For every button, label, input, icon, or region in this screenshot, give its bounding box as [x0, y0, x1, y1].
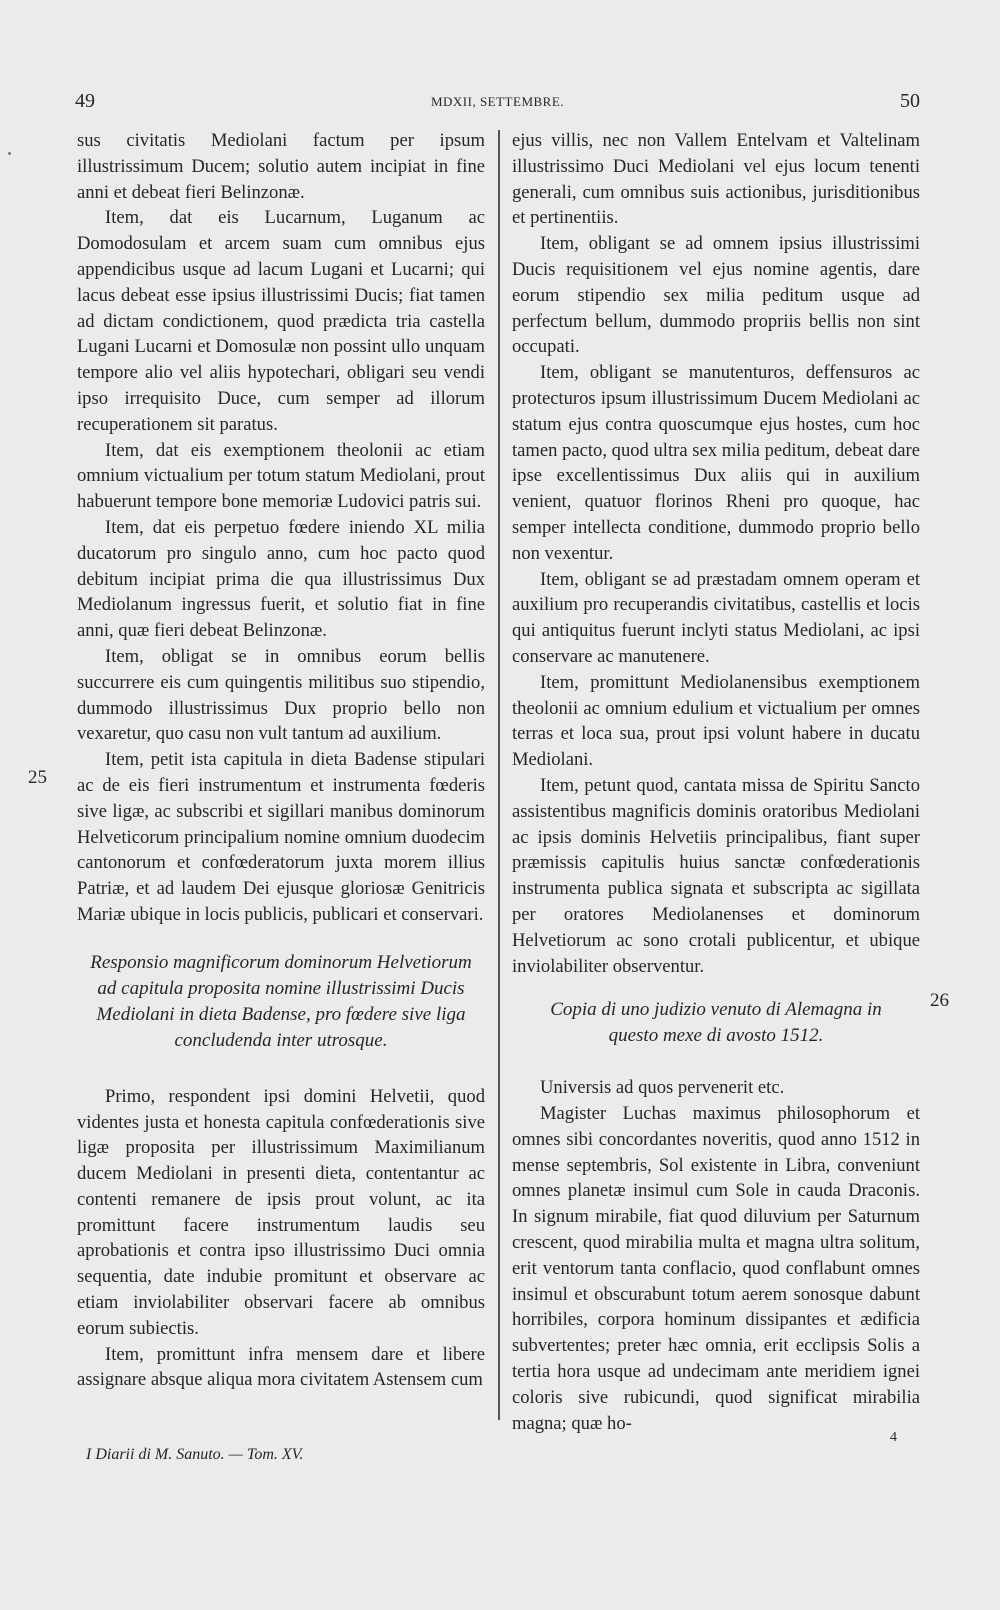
section-heading: Responsio magnificorum dominorum Helvetiorum ad capitula proposita nomine illustrissimi Ducis Mediolani in dieta Badense, pro fœdere sive liga concludenda inter utrosque.: [90, 951, 472, 1051]
paragraph: ejus villis, nec non Vallem Entelvam et Valtelinam illustrissimo Duci Mediolani vel ejus locum tenenti generali, cum omnibus suis actionibus, jurisditionibus et pertinentiis.: [512, 130, 920, 229]
paragraph: Primo, respondent ipsi domini Helvetii, quod videntes justa et honesta capitula confœderationis sive ligæ proposita per illustrissimum Maximilianum ducem Mediolani in presenti dieta, contentantur ac contenti remanere de ipsis prout volunt, ac ita promittunt facere instrumentum laudis seu aprobationis et contra ipso illustrissimo Duci omnia sequentia, date indubie promitunt et observare ac etiam inviolabiliter observari facere ab omnibus eorum subiectis.: [77, 1085, 485, 1339]
column-divider: [498, 130, 500, 1420]
page-number-right: 50: [900, 90, 920, 112]
paragraph: Item, obligat se in omnibus eorum bellis succurrere eis cum quingentis militibus suo stipendio, dummodo illustrissimus Dux proprio bello non vexaretur, quo casu non vult tantum ad auxilium.: [77, 645, 485, 745]
paragraph: Item, petit ista capitula in dieta Badense stipulari ac de eis fieri instrumentum et instrumenta fœderis sive ligæ, ac subscribi et sigillari manibus dominorum Helveticorum principalium nomine omnium duodecim cantonorum et confœderatorum juxta morem illius Patriæ, et ad laudem Dei ejusque gloriosæ Genitricis Mariæ ubique in locis publicis, publicari et conservari.: [77, 749, 485, 925]
paragraph: sus civitatis Mediolani factum per ipsum illustrissimum Ducem; solutio autem incipiat in fine anni et debeat fieri Belinzonæ.: [77, 130, 485, 203]
page-number-left: 49: [75, 90, 95, 112]
paragraph: Item, dat eis Lucarnum, Luganum ac Domodosulam et arcem suam cum omnibus ejus appendicibus usque ad lacum Lugani et Lucarni; qui lacus debeat esse ipsius illustrissimi Ducis; fiat tamen ad dictam condictionem, quod prædicta tria castella Lugani Lucarni et Domosulæ non possint ullo unquam tempore alio vel aliis hypotechari, obligari seu vendi ipso irrequisito Duce, cum semper ad illorum recuperationem sit paratus.: [77, 207, 485, 435]
margin-number-left: 25: [28, 767, 47, 788]
signature-mark: 4: [890, 1430, 897, 1445]
paragraph: Item, promittunt Mediolanensibus exemptionem theolonii ac omnium edulium et victualium per omnes terras et loca sua, prout ipsi volunt habere in ducatu Mediolani.: [512, 671, 920, 771]
footer-source: I Diarii di M. Sanuto. — Tom. XV.: [86, 1446, 304, 1463]
margin-number-right: 26: [930, 990, 949, 1011]
right-column: [512, 128, 920, 1436]
paragraph: Magister Luchas maximus philosophorum et omnes sibi concordantes noveritis, quod anno 1512 in mense septembris, Sol existente in Libra, conveniunt omnes planetæ insimul cum Sole in cauda Draconis. In signum mirabile, fiat quod diluvium per Saturnum crescent, quod mirabilia multa et magna ultra solitum, erit ventorum tanta conflacio, quod conflabunt omnes insimul et obscurabunt totum aerem sonosque dabunt horribiles, corpora hominum dissipantes et ædificia subvertentes; preter hæc omnia, erit ecclipsis Solis a tertia hora usque ad undecimam ante meridiem ignei coloris sive rubicundi, quod significat mirabilia magna; quæ ho-: [512, 1103, 920, 1434]
page-header: [75, 90, 920, 120]
running-title: MDXII, SETTEMBRE.: [430, 94, 565, 109]
paragraph: Item, obligant se ad omnem ipsius illustrissimi Ducis requisitionem vel ejus nomine agentis, dare eorum stipendio sex milia peditum usque ad perfectum bellum, dummodo propriis bellis non sint occupati.: [512, 233, 920, 358]
paragraph: Item, dat eis exemptionem theolonii ac etiam omnium victualium per totum statum Mediolani, prout habuerunt tempore bone memoriæ Ludovici patris sui.: [77, 439, 485, 513]
left-column: [77, 128, 485, 1393]
paragraph: Item, obligant se manutenturos, deffensuros ac protecturos ipsum illustrissimum Ducem Mediolani ac statum ejus contra quoscumque ejus hostes, cum hoc tamen pacto, quod ultra sex milia peditum, debeat dare ipse excellentissimus Dux aliis qui in auxilium venient, quatuor florinos Rheni pro quoque, hac semper intellecta conditione, dummodo proprio bello non vexentur.: [512, 362, 920, 564]
section-heading: Copia di uno judizio venuto di Alemagna in questo mexe di avosto 1512.: [550, 999, 882, 1047]
scan-speck: [8, 152, 11, 155]
paragraph: Item, petunt quod, cantata missa de Spiritu Sancto assistentibus magnificis dominis oratoribus Mediolani ac ipsis dominis Helvetiis principalibus, fiant super præmissis capitulis huius sanctæ confœderationis instrumenta publica signata et subscripta ac sigillata per oratores Mediolanenses et dominorum Helvetiorum ac sono crotali publicentur, et ubique inviolabiliter observentur.: [512, 774, 920, 977]
paragraph: Item, promittunt infra mensem dare et libere assignare absque aliqua mora civitatem Astensem cum: [77, 1343, 485, 1391]
paragraph: Universis ad quos pervenerit etc.: [540, 1077, 785, 1099]
paragraph: Item, dat eis perpetuo fœdere iniendo XL milia ducatorum pro singulo anno, cum hoc pacto quod debitum incipiat prima die qua illustrissimus Dux Mediolanum ingressus fuerit, et solutio fiat in fine anni, quæ fieri debeat Belinzonæ.: [77, 516, 485, 642]
paragraph: Item, obligant se ad præstadam omnem operam et auxilium pro recuperandis civitatibus, castellis et locis qui antiquitus fuerunt inclyti status Mediolani, ac ipsi conservare ac manutenere.: [512, 568, 920, 667]
